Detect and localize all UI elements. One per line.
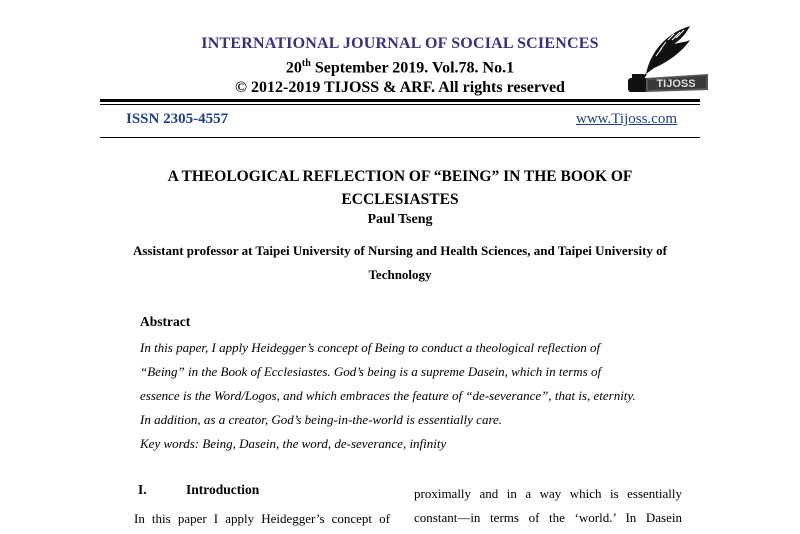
paper-title-line-2: ECCLESIASTES: [341, 191, 459, 208]
abstract-line: “Being” in the Book of Ecclesiastes. God’s being is a supreme Dasein, which in terms of: [140, 364, 602, 379]
section-number: I.: [138, 482, 147, 497]
paper-title-line-1: A THEOLOGICAL REFLECTION OF “BEING” IN THE BOOK OF: [167, 168, 633, 185]
affiliation-line-2: Technology: [368, 267, 432, 282]
section-heading-introduction: [138, 482, 259, 498]
left-column-text: In this paper I apply Heidegger’s concept of: [134, 511, 390, 526]
issn-number: ISSN 2305-4557: [126, 111, 229, 127]
paper-title: [140, 165, 660, 211]
right-column-line-1: proximally and in a way which is essentially: [414, 486, 682, 501]
logo-wordmark: TIJOSS: [656, 78, 696, 90]
abstract-line: In addition, as a creator, God’s being-in-the-world is essentially care.: [140, 412, 503, 427]
journal-logo: [616, 20, 712, 96]
abstract-line: In this paper, I apply Heidegger’s concept of Being to conduct a theological reflection of: [140, 340, 601, 355]
author-name: Paul Tseng: [367, 212, 433, 227]
journal-title: INTERNATIONAL JOURNAL OF SOCIAL SCIENCES: [201, 35, 599, 52]
abstract-body: [140, 336, 670, 456]
author-affiliation: [110, 239, 690, 287]
abstract-heading: Abstract: [140, 314, 191, 329]
issue-day-suffix: th: [301, 58, 311, 69]
issn-rule: [100, 137, 700, 138]
abstract-line: essence is the Word/Logos, and which embraces the feature of “de-severance”, that is, eternity.: [140, 388, 636, 403]
affiliation-line-1: Assistant professor at Taipei University of Nursing and Health Sciences, and Taipei University of: [132, 243, 667, 258]
issue-day: 20: [285, 59, 302, 77]
right-column-text: [414, 482, 682, 530]
section-title: Introduction: [186, 482, 260, 497]
copyright-notice: © 2012-2019 TIJOSS & ARF. All rights reserved: [235, 79, 565, 97]
keywords: Key words: Being, Dasein, the word, de-severance, infinity: [140, 436, 447, 451]
header-rule-thick: [100, 99, 700, 102]
header-rule-thin: [100, 104, 700, 105]
right-column-line-2: constant—in terms of the ‘world.’ In Dasein: [414, 510, 682, 525]
issue-date-rest: September 2019. Vol.78. No.1: [310, 59, 515, 77]
journal-website-link[interactable]: www.Tijoss.com: [576, 111, 677, 127]
quill-inkwell-logo-icon: [616, 20, 712, 96]
